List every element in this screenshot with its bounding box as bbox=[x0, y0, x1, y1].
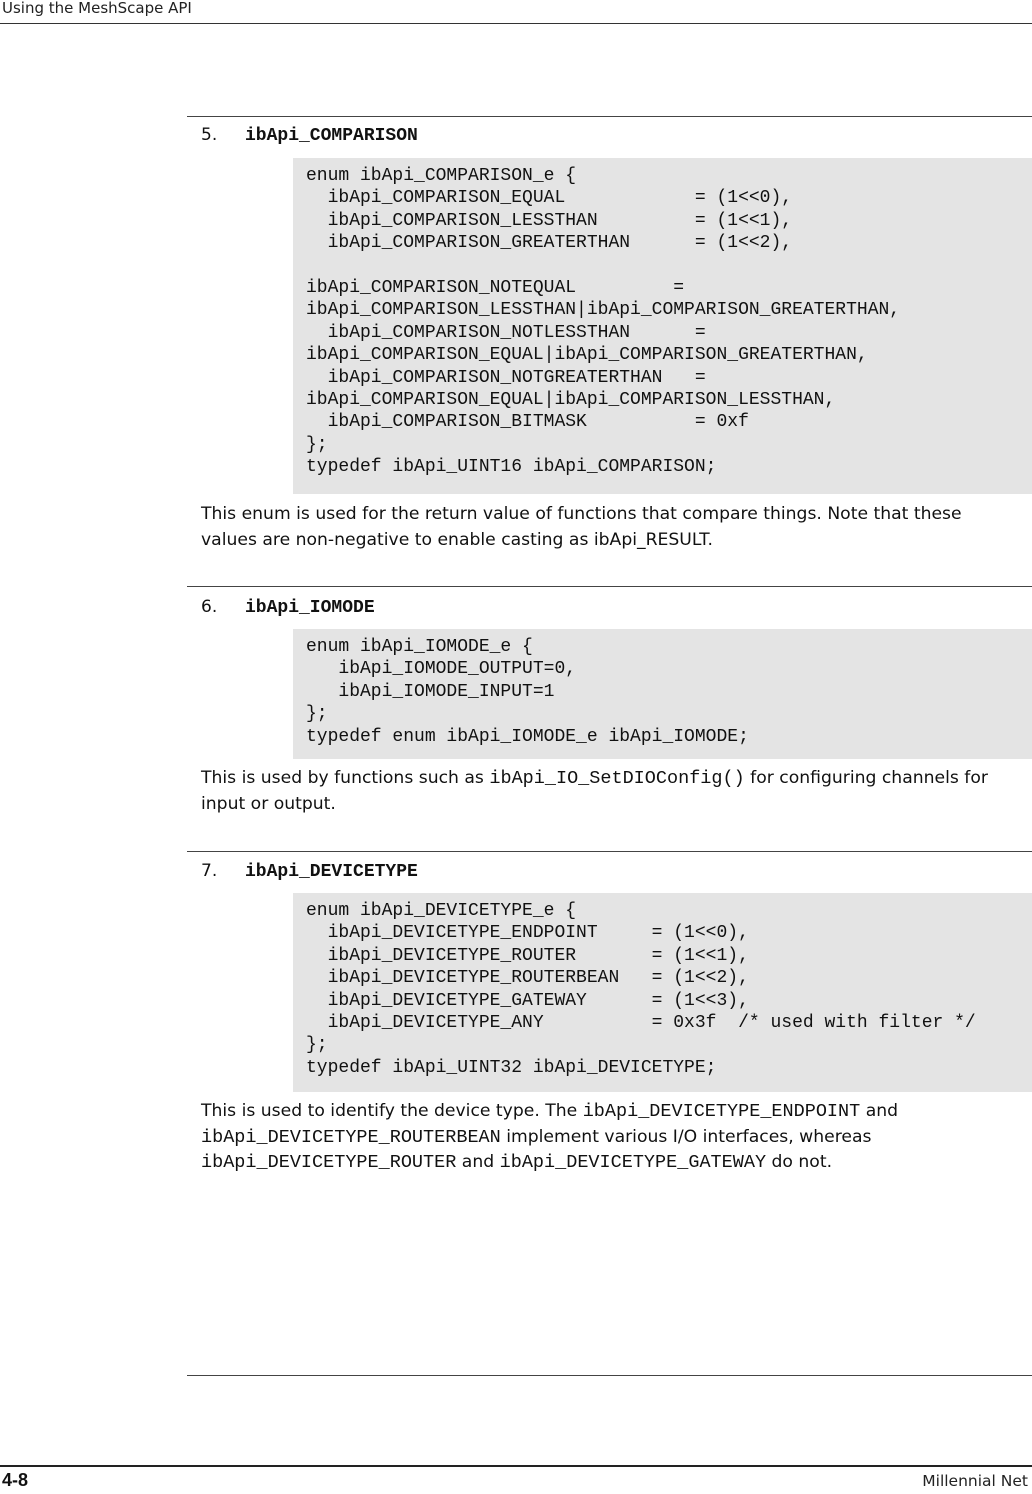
section-6-description-text: for configuring channels for input or output. bbox=[201, 768, 988, 814]
section-7-divider bbox=[187, 851, 1032, 852]
section-7-description-text: and bbox=[860, 1101, 899, 1121]
section-7-number: 7. bbox=[201, 861, 218, 881]
section-5-code-block: enum ibApi_COMPARISON_e { ibApi_COMPARISON_EQUAL = (1<<0), ibApi_COMPARISON_LESSTHAN = (1<<1), ibApi_COMPARISON_GREATERTHAN = (1<<2), ibApi_COMPARISON_NOTEQUAL = ibApi_COMPARISON_LESSTHAN|ibApi_COMPARISON_GREATERTHAN, ibApi_COMPARISON_NOTLESSTHAN = ibApi_COMPARISON_EQUAL|ibApi_COMPARISON_GREATERTHAN, ibApi_COMPARISON_NOTGREATERTHAN = ibApi_COMPARISON_EQUAL|ibApi_COMPARISON_LESSTHAN, ibApi_COMPARISON_BITMASK = 0xf }; typedef ibApi_UINT16 ibApi_COMPARISON; bbox=[293, 158, 1032, 494]
section-7-description-text: implement various I/O interfaces, whereas bbox=[500, 1126, 872, 1147]
section-5-number: 5. bbox=[201, 125, 218, 145]
section-7-description-text: This is used to identify the device type. The bbox=[201, 1101, 583, 1121]
section-5-description: This enum is used for the return value of functions that compare things. Note that these values are non-negative to enable casting as ibApi_RESULT. bbox=[201, 504, 962, 550]
section-7-code-block: enum ibApi_DEVICETYPE_e { ibApi_DEVICETYPE_ENDPOINT = (1<<0), ibApi_DEVICETYPE_ROUTER = (1<<1), ibApi_DEVICETYPE_ROUTERBEAN = (1<<2), ibApi_DEVICETYPE_GATEWAY = (1<<3), ibApi_DEVICETYPE_ANY = 0x3f /* used with filter */ }; typedef ibApi_UINT32 ibApi_DEVICETYPE; bbox=[293, 893, 1032, 1092]
footer-divider bbox=[0, 1465, 1032, 1467]
section-7-heading bbox=[201, 860, 418, 883]
section-7-description-text: and bbox=[456, 1152, 500, 1172]
function-name-code: ibApi_IO_SetDIOConfig() bbox=[489, 768, 745, 789]
footer-company-name: Millennial Net bbox=[922, 1472, 1028, 1490]
page-number: 4-8 bbox=[2, 1470, 29, 1490]
running-header-title: Using the MeshScape API bbox=[2, 0, 192, 17]
section-7-name: ibApi_DEVICETYPE bbox=[245, 862, 418, 882]
section-5-heading bbox=[201, 124, 418, 147]
constant-name-code: ibApi_DEVICETYPE_ROUTERBEAN bbox=[201, 1126, 501, 1148]
header-divider bbox=[0, 23, 1032, 24]
section-7-description bbox=[201, 1099, 1021, 1176]
section-6-number: 6. bbox=[201, 597, 218, 617]
constant-name-code: ibApi_DEVICETYPE_ROUTER bbox=[201, 1152, 457, 1173]
section-5-name: ibApi_COMPARISON bbox=[245, 126, 418, 146]
section-6-name: ibApi_IOMODE bbox=[245, 598, 375, 618]
constant-name-code: ibApi_DEVICETYPE_GATEWAY bbox=[499, 1152, 767, 1173]
section-6-heading bbox=[201, 596, 375, 619]
section-6-divider bbox=[187, 586, 1032, 587]
section-6-description-text: This is used by functions such as bbox=[201, 768, 490, 788]
section-6-description bbox=[201, 766, 1021, 817]
section-6-code-block: enum ibApi_IOMODE_e { ibApi_IOMODE_OUTPUT=0, ibApi_IOMODE_INPUT=1 }; typedef enum ibApi_IOMODE_e ibApi_IOMODE; bbox=[293, 629, 1032, 759]
section-7-description-text: do not. bbox=[766, 1152, 833, 1172]
content-end-divider bbox=[187, 1375, 1032, 1376]
constant-name-code: ibApi_DEVICETYPE_ENDPOINT bbox=[582, 1101, 861, 1122]
section-5-divider bbox=[187, 116, 1032, 117]
